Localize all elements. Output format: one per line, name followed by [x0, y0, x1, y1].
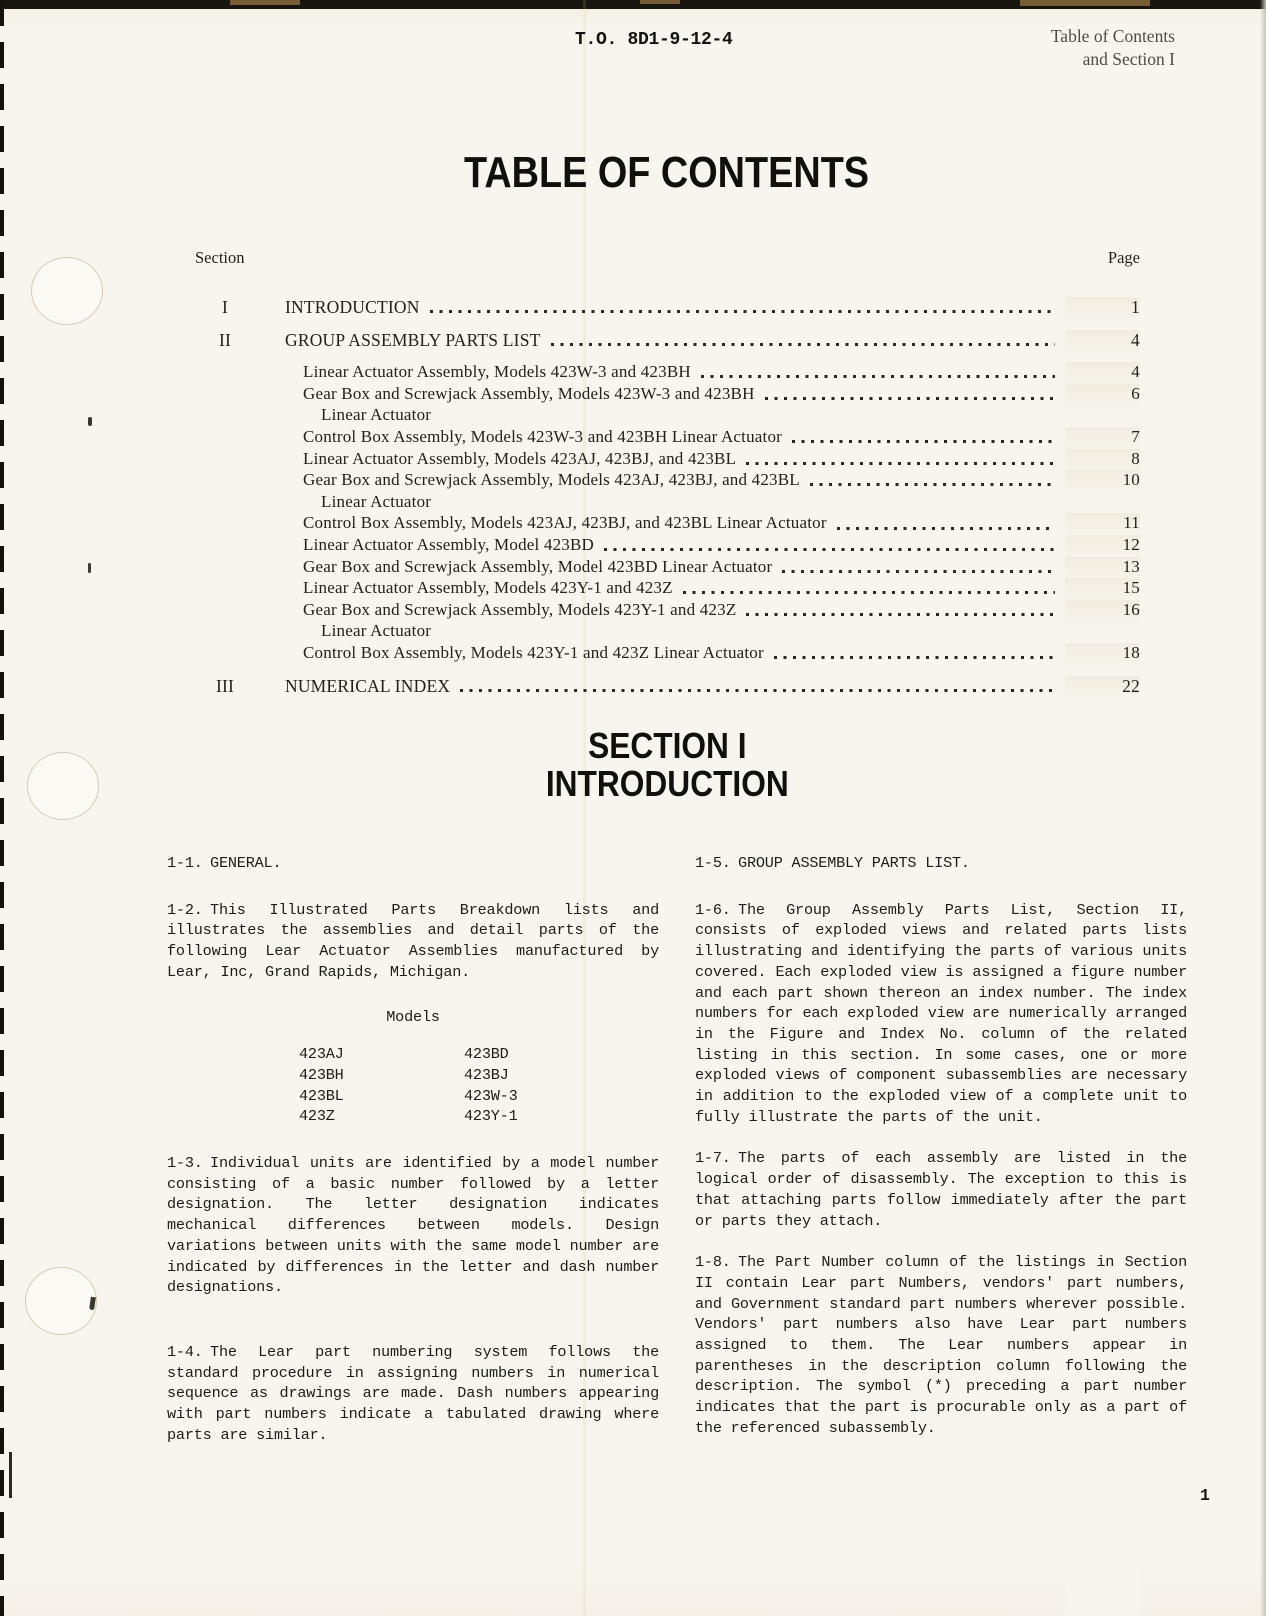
toc-dot-leader — [810, 483, 1055, 486]
toc-page-number: 12 — [1065, 535, 1140, 1616]
toc-row — [195, 362, 1140, 384]
toc-dot-leader — [746, 462, 1055, 465]
toc-dot-leader — [604, 548, 1055, 551]
model-number: 423BD — [464, 1045, 509, 1064]
scan-speck — [88, 563, 91, 573]
model-number: 423W-3 — [464, 1086, 518, 1105]
toc-entry-label: INTRODUCTION — [285, 297, 420, 317]
page-number: 1 — [1200, 1486, 1210, 1505]
scan-stain — [640, 0, 680, 4]
toc-row — [195, 578, 1140, 600]
toc-section-numeral: I — [221, 297, 229, 317]
toc-row — [195, 535, 1140, 557]
toc-section-numeral: III — [215, 675, 235, 696]
header-corner — [1005, 25, 1175, 71]
toc-row — [195, 470, 1140, 492]
toc-dot-leader — [837, 527, 1055, 530]
toc-entry-label: Linear Actuator Assembly, Models 423AJ, 423BJ, and 423BL — [303, 448, 737, 468]
scan-edge-right — [1260, 0, 1266, 1616]
paragraph-1-6: 1-6. The Group Assembly Parts List, Section II, consists of exploded views and related parts lists illustrating and identifying the parts of various units covered. Each exploded view is assigned a figure number and each part shown thereon an index number. The index numbers for each exploded view are numerically arranged in the Figure and Index No. column of the related listing in this section. In some cases, one or more exploded views of component subassemblies are necessary in addition to the exploded view of a complete unit to fully illustrate the parts of the unit. — [695, 900, 1187, 1126]
toc-continuation-row — [195, 492, 1140, 514]
toc-dot-leader — [551, 343, 1055, 346]
toc-dot-leader — [792, 440, 1055, 443]
toc-dot-leader — [746, 613, 1055, 616]
models-column-1 — [299, 1044, 464, 1127]
models-list — [299, 1044, 659, 1127]
model-number: 423Z — [299, 1107, 335, 1126]
toc-entry-label: Linear Actuator Assembly, Model 423BD — [303, 534, 595, 554]
toc-row — [195, 676, 1140, 698]
toc-entry-label: GROUP ASSEMBLY PARTS LIST — [285, 329, 541, 350]
toc-page-number: 4 — [1065, 362, 1140, 1616]
scan-stain — [230, 0, 300, 5]
scan-edge-left — [0, 0, 4, 1616]
toc-header-row — [195, 248, 1140, 268]
toc-dot-leader — [774, 656, 1055, 659]
model-number: 423AJ — [299, 1045, 344, 1064]
toc-entry-label: Gear Box and Screwjack Assembly, Models 423AJ, 423BJ, and 423BL — [303, 470, 800, 490]
toc-dot-leader — [765, 397, 1055, 400]
toc-section-numeral: II — [218, 329, 232, 350]
page-title: TABLE OF CONTENTS — [464, 148, 870, 197]
toc-row — [195, 449, 1140, 471]
scan-dash — [9, 1452, 12, 1498]
toc-dot-leader — [782, 570, 1055, 573]
toc-entry-label: Control Box Assembly, Models 423Y-1 and 423Z Linear Actuator — [303, 642, 764, 662]
toc-col-section: Section — [195, 248, 245, 267]
toc-row — [195, 557, 1140, 579]
toc-page-number: 10 — [1065, 470, 1140, 1616]
paragraph-1-4: 1-4. The Lear part numbering system follows the standard procedure in assigning numbers in numerical sequence as drawings are made. Dash numbers appearing with part numbers indicate a tabulated drawing where parts are similar. — [167, 1342, 659, 1444]
toc-rows — [195, 297, 1140, 697]
header-corner-line1: Table of Contents — [1050, 26, 1175, 46]
toc-col-page: Page — [1107, 248, 1140, 267]
paragraph-1-7: 1-7. The parts of each assembly are listed in the logical order of disassembly. The exception to this is that attaching parts follow immediately after the part or parts they attach. — [695, 1149, 1187, 1230]
toc-page-number: 4 — [1065, 330, 1140, 1616]
toc-page-number: 22 — [1065, 676, 1140, 1616]
toc-page-number: 16 — [1065, 600, 1140, 1616]
model-number: 423BH — [299, 1065, 344, 1084]
body-column-right — [695, 853, 1187, 1439]
model-number: 423BL — [299, 1086, 344, 1105]
toc-row — [195, 427, 1140, 449]
toc-entry-label: Gear Box and Screwjack Assembly, Models 423Y-1 and 423Z — [303, 599, 737, 619]
toc-page-number: 6 — [1065, 384, 1140, 1616]
punch-hole — [31, 257, 103, 325]
toc-entry-label: Linear Actuator Assembly, Models 423W-3 and 423BH — [303, 362, 691, 382]
heading-group-assembly: 1-5. GROUP ASSEMBLY PARTS LIST. — [695, 854, 970, 872]
table-of-contents — [195, 248, 1140, 708]
toc-entry-label: Control Box Assembly, Models 423AJ, 423BJ, and 423BL Linear Actuator — [303, 513, 827, 533]
scan-stain — [1020, 0, 1150, 6]
toc-entry-label: Gear Box and Screwjack Assembly, Models 423W-3 and 423BH — [303, 383, 755, 403]
toc-row — [195, 513, 1140, 535]
paragraph-1-2: 1-2. This Illustrated Parts Breakdown lists and illustrates the assemblies and detail parts of the following Lear Actuator Assemblies manufactured by Lear, Inc, Grand Rapids, Michigan. — [167, 900, 659, 981]
heading-general: 1-1. GENERAL. — [167, 854, 282, 872]
toc-row — [195, 600, 1140, 622]
toc-dot-leader — [683, 591, 1055, 594]
toc-page-number: 8 — [1065, 449, 1140, 1616]
toc-dot-leader — [701, 375, 1055, 378]
paragraph-1-8: 1-8. The Part Number column of the listings in Section II contain Lear part Numbers, vendors' part numbers, and Government standard part numbers wherever possible. Vendors' part numbers also have Lear part numbers assigned to them. The Lear numbers appear in parentheses in the description column following the description. The symbol (*) preceding a part number indicates that the part is procurable only as a part of the referenced subassembly. — [695, 1253, 1187, 1437]
section1-title-line2: INTRODUCTION — [545, 763, 789, 804]
header-corner-line2: and Section I — [1082, 49, 1175, 69]
toc-page-number: 1 — [1065, 297, 1140, 1616]
models-heading: Models — [386, 1007, 440, 1026]
toc-entry-label: Control Box Assembly, Models 423W-3 and 423BH Linear Actuator — [303, 426, 783, 446]
toc-page-number: 7 — [1065, 427, 1140, 1616]
toc-row — [195, 643, 1140, 665]
toc-page-number: 18 — [1065, 643, 1140, 1616]
toc-page-number: 11 — [1065, 513, 1140, 1616]
toc-entry-label: Linear Actuator — [321, 491, 432, 511]
model-number: 423Y-1 — [464, 1107, 518, 1126]
paragraph-1-3: 1-3. Individual units are identified by a model number consisting of a basic number followed by a letter designation. The letter designation indicates mechanical differences between models. Design variations between units with the same model number are indicated by differences in the letter and dash number designations. — [167, 1154, 659, 1297]
toc-row — [195, 384, 1140, 406]
toc-entry-label: NUMERICAL INDEX — [285, 675, 451, 696]
punch-hole — [25, 1267, 97, 1335]
toc-entry-label: Gear Box and Screwjack Assembly, Model 423BD Linear Actuator — [303, 556, 773, 576]
header-doc-number: T.O. 8D1-9-12-4 — [575, 30, 733, 50]
toc-row — [195, 330, 1140, 352]
scan-speck — [88, 417, 92, 426]
toc-entry-label: Linear Actuator — [321, 405, 432, 425]
toc-continuation-row — [195, 405, 1140, 427]
toc-row — [195, 297, 1140, 319]
section1-title-line1: SECTION I — [588, 725, 747, 766]
toc-dot-leader — [430, 310, 1055, 313]
toc-dot-leader — [460, 689, 1055, 692]
toc-continuation-row — [195, 621, 1140, 643]
toc-entry-label: Linear Actuator — [321, 621, 432, 641]
toc-page-number: 15 — [1065, 578, 1140, 1616]
body-column-left — [167, 853, 659, 1445]
toc-entry-label: Linear Actuator Assembly, Models 423Y-1 and 423Z — [303, 578, 673, 598]
models-column-2 — [464, 1044, 629, 1127]
model-number: 423BJ — [464, 1065, 509, 1084]
toc-page-number: 13 — [1065, 557, 1140, 1616]
